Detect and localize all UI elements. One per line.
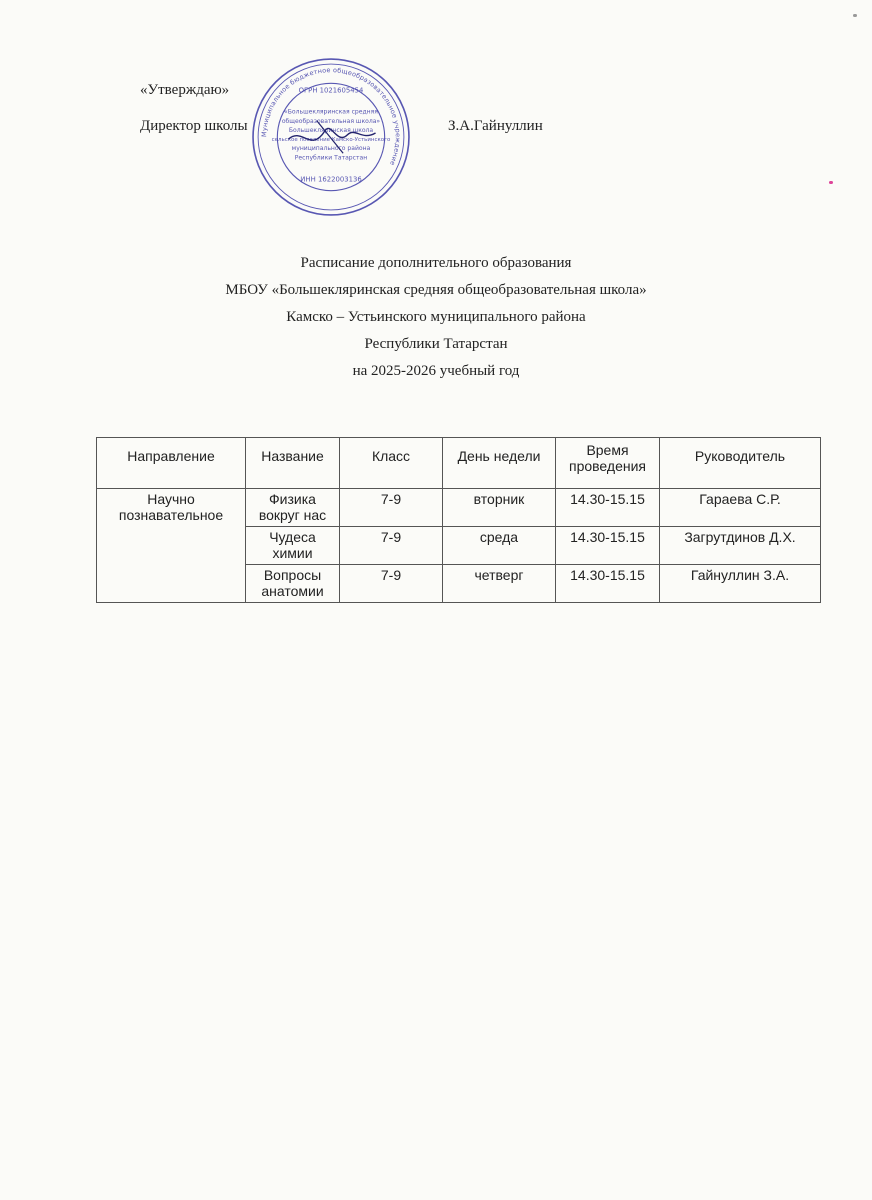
stamp-inn: ИНН 1622003136 [300,175,362,184]
scan-speck [853,14,857,17]
grade-cell: 7-9 [340,565,443,603]
document-title [0,250,872,385]
title-line: Камско – Устьинского муниципального района [286,309,586,325]
activity-name: Вопросы анатомии [246,565,340,603]
stamp-ring-text: Муниципальное бюджетное общеобразовательное учреждение [260,66,402,167]
title-line: на 2025-2026 учебный год [352,363,520,379]
column-header: Класс [340,438,443,489]
column-header: Направление [97,438,246,489]
leader-cell: Гайнуллин З.А. [660,565,821,603]
grade-cell: 7-9 [340,527,443,565]
title-line: МБОУ «Большекляринская средняя общеобразовательная школа» [225,282,647,298]
column-header: Руководитель [660,438,821,489]
table-header-row [97,438,821,489]
stamp-line: Республики Татарстан [294,154,368,162]
director-label: Директор школы [140,118,248,134]
activity-name: Чудеса химии [246,527,340,565]
grade-cell: 7-9 [340,489,443,527]
activity-name: Физика вокруг нас [246,489,340,527]
day-cell: вторник [443,489,556,527]
stamp-seal-graphic [250,56,412,218]
leader-cell: Загрутдинов Д.Х. [660,527,821,565]
time-cell: 14.30-15.15 [556,565,660,603]
time-cell: 14.30-15.15 [556,527,660,565]
schedule-table [96,437,821,603]
approve-label: «Утверждаю» [140,82,230,98]
stamp-line: муниципального района [291,145,371,153]
stamp-line: «Большекляринская средняя [284,108,378,116]
signer-name: З.А.Гайнуллин [448,118,543,134]
stamp-line: сельское поселение Камско-Устьинского [271,137,391,144]
table-row [97,489,821,527]
title-line: Расписание дополнительного образования [300,255,572,271]
column-header: Время проведения [556,438,660,489]
scan-speck [829,181,833,184]
leader-cell: Гараева С.Р. [660,489,821,527]
title-line: Республики Татарстан [364,336,508,352]
time-cell: 14.30-15.15 [556,489,660,527]
stamp-line: общеобразовательная школа» [281,117,381,125]
direction-cell: Научно познавательное [97,489,246,603]
stamp-line: Большекляринская школа [288,126,374,134]
day-cell: среда [443,527,556,565]
day-cell: четверг [443,565,556,603]
stamp-ogrn: ОГРН 1021605454 [298,86,364,95]
school-stamp [250,56,412,218]
column-header: Название [246,438,340,489]
column-header: День недели [443,438,556,489]
